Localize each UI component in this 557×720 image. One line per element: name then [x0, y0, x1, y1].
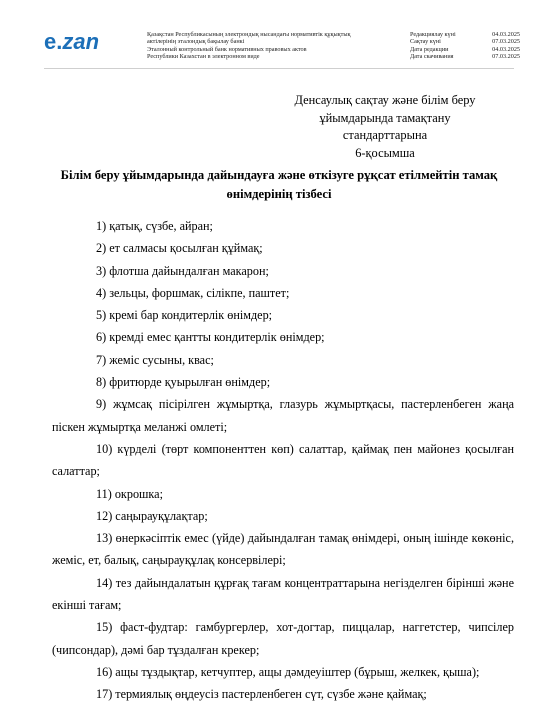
list-item: 9) жұмсақ пісірілген жұмыртқа, глазурь жұмыртқасы, пастерленбеген жаңа піскен жұмыртқа меланжі омлеті; [52, 397, 514, 434]
header-description-line: актілерінің эталондық бақылау банкі [147, 38, 245, 46]
list-item: 17) термиялық өңдеусіз пастерленбеген сүт, сүзбе және қаймақ; [96, 687, 427, 702]
annex-line: Денсаулық сақтау және білім беру [294, 93, 476, 107]
list-item: 15) фаст-фудтар: гамбургерлер, хот-догтар, пиццалар, наггетстер, чипсілер (чипсондар), дәмі бар тұздалған крекер; [52, 620, 514, 657]
list-item: 16) ащы тұздықтар, кетчуптер, ащы дәмдеуіштер (бұрыш, желкек, қыша); [96, 664, 480, 679]
meta-row [410, 31, 520, 38]
header-description-line: Республики Казахстан в электронном виде [147, 53, 260, 61]
annex-line: стандарттарына [342, 128, 428, 143]
header-divider [44, 68, 514, 69]
list-item: 7) жеміс сусыны, квас; [96, 352, 214, 367]
list-item: 3) флотша дайындалған макарон; [96, 263, 269, 278]
meta-label: Дата редакции [410, 45, 449, 53]
list-item: 1) қатық, сүзбе, айран; [96, 219, 213, 233]
annex-line: 6-қосымша [355, 145, 415, 160]
annex-reference [272, 92, 498, 162]
list-item: 12) саңырауқұлақтар; [96, 508, 208, 523]
meta-value: 07.03.2025 [492, 38, 520, 46]
prohibited-foods-list [52, 215, 514, 706]
meta-label: Дата скачивания [410, 53, 454, 61]
meta-value: 04.03.2025 [492, 45, 520, 53]
meta-value: 07.03.2025 [492, 53, 520, 61]
ezan-logo [44, 30, 99, 54]
header-description-line: Эталонный контрольный банк нормативных правовых актов [147, 45, 307, 53]
annex-line: ұйымдарында тамақтану [319, 110, 451, 125]
list-item: 13) өнеркәсіптік емес (үйде) дайындалған тамақ өнімдері, оның ішінде көкөніс, жеміс, ет, балық, саңырауқұлақ консервілері; [52, 531, 514, 568]
list-item: 2) ет салмасы қосылған құймақ; [96, 241, 263, 256]
meta-label: Редакциялау күні [410, 31, 456, 38]
meta-label: Сақтау күні [410, 38, 441, 46]
logo-e: e [44, 29, 57, 54]
header-meta [410, 31, 520, 61]
list-item: 11) окрошка; [96, 486, 163, 501]
logo-zan: zan [62, 29, 100, 54]
list-item: 14) тез дайындалатын құрғақ тағам концентраттарына негізделген бірінші және екінші тағам; [52, 575, 514, 613]
document-title: Білім беру ұйымдарында дайындауға және өткізуге рұқсат етілмейтін тамақ өнімдерінің тізбесі [60, 168, 498, 201]
meta-row [410, 53, 520, 60]
header-description-line: Қазақстан Республикасының электрондық нысандағы нормативтік құқықтық [147, 31, 351, 38]
meta-row [410, 38, 520, 45]
list-item: 10) күрделі (төрт компоненттен көп) салаттар, қаймақ пен майонез қосылған салаттар; [52, 441, 514, 479]
meta-value: 04.03.2025 [492, 31, 520, 38]
meta-row [410, 46, 520, 53]
header-description [147, 31, 397, 61]
list-item: 6) кремді емес қантты кондитерлік өнімдер; [96, 330, 325, 345]
list-item: 5) кремі бар кондитерлік өнімдер; [96, 308, 273, 323]
logo-dot: . [56, 29, 63, 54]
list-item: 8) фритюрде қуырылған өнімдер; [96, 375, 271, 390]
document-header [0, 0, 557, 70]
list-item: 4) зельцы, форшмак, сілікпе, паштет; [96, 285, 290, 300]
